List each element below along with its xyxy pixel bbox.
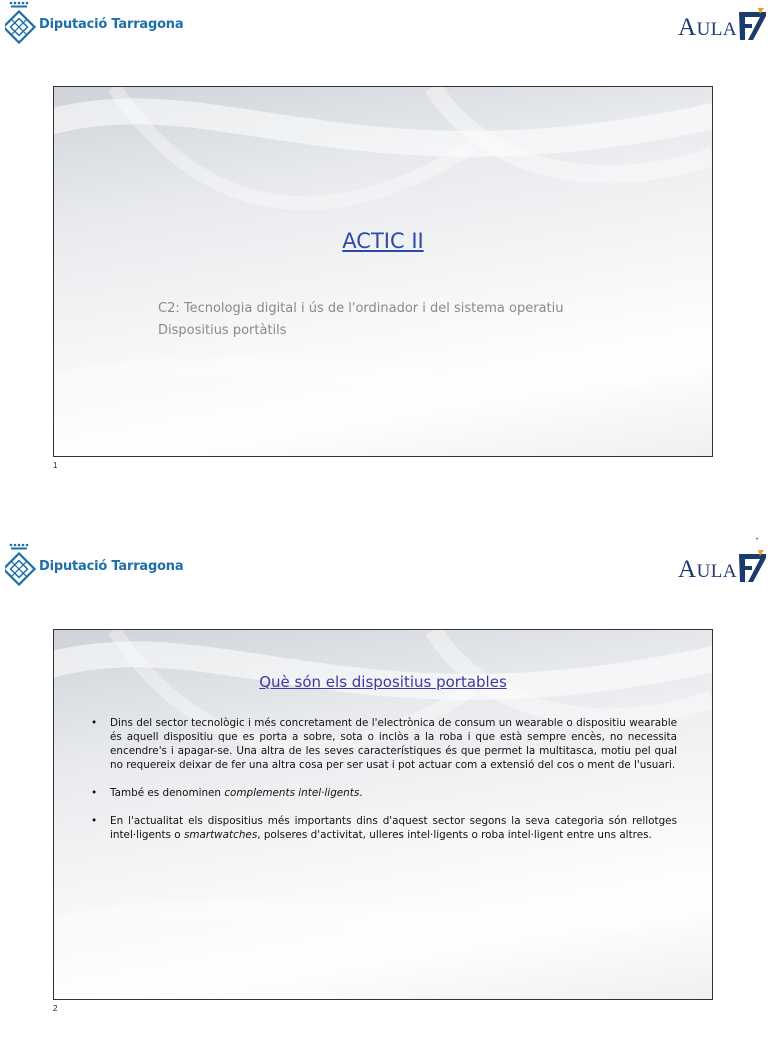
slide-title: Què són els dispositius portables (259, 673, 507, 691)
bullet-list (87, 716, 677, 856)
f7-mark-icon (736, 550, 768, 584)
diputacio-name: Diputació Tarragona (39, 559, 184, 574)
diputacio-name: Diputació Tarragona (39, 17, 184, 32)
aula-f7-logo (678, 550, 768, 584)
bullet-item (87, 786, 677, 800)
subtitle-line-2: Dispositius portàtils (158, 323, 287, 338)
page-number: 1 (53, 461, 58, 470)
bullet-text: En l'actualitat els dispositius més importants dins d'aquest sector segons la seva categoria són rellotges intel·ligents o (110, 815, 677, 841)
slide-background-swoosh (54, 87, 712, 456)
bullet-item (87, 716, 677, 772)
bullet-item (87, 814, 677, 842)
bullet-text: Dins del sector tecnològic i més concretament de l'electrònica de consum un wearable o dispositiu wearable és aquell dispositiu que es porta a sobre, sota o inclòs a la roba i que està sempre encès, no necessita encendre's i apagar-se. Una altra de les seves característiques és que permet la multitasca, motiu pel qual no requereix deixar de fer una altra cosa per ser usat i pot actuar com a extensió del cos o ment de l'usuari. (110, 717, 677, 771)
bullet-emphasis: smartwatches (183, 829, 258, 841)
bullet-text: , polseres d'activitat, ulleres intel·ligents o roba intel·ligent entre uns altres. (257, 829, 652, 841)
handout-page-2 (0, 542, 768, 1054)
slide-subtitle (158, 298, 564, 342)
aula-text: AULA (678, 556, 738, 583)
slide-1 (53, 86, 713, 457)
aula-f7-logo (678, 8, 768, 42)
f7-mark-icon (736, 8, 768, 42)
bullet-text: . (359, 787, 363, 799)
diputacio-emblem-icon (5, 0, 37, 44)
subtitle-line-1: C2: Tecnologia digital i ús de l'ordinador i del sistema operatiu (158, 301, 564, 316)
handout-page-1 (0, 0, 768, 512)
stray-mark: • (756, 537, 759, 543)
slide-2 (53, 629, 713, 1000)
diputacio-emblem-icon (5, 542, 37, 586)
slide-title: ACTIC II (342, 229, 424, 253)
bullet-text: També es denominen (110, 787, 225, 799)
bullet-emphasis: complements intel·ligents (224, 787, 360, 799)
page-number: 2 (53, 1004, 58, 1013)
diputacio-tarragona-logo (5, 0, 205, 44)
diputacio-tarragona-logo (5, 542, 205, 586)
aula-text: AULA (678, 14, 738, 41)
